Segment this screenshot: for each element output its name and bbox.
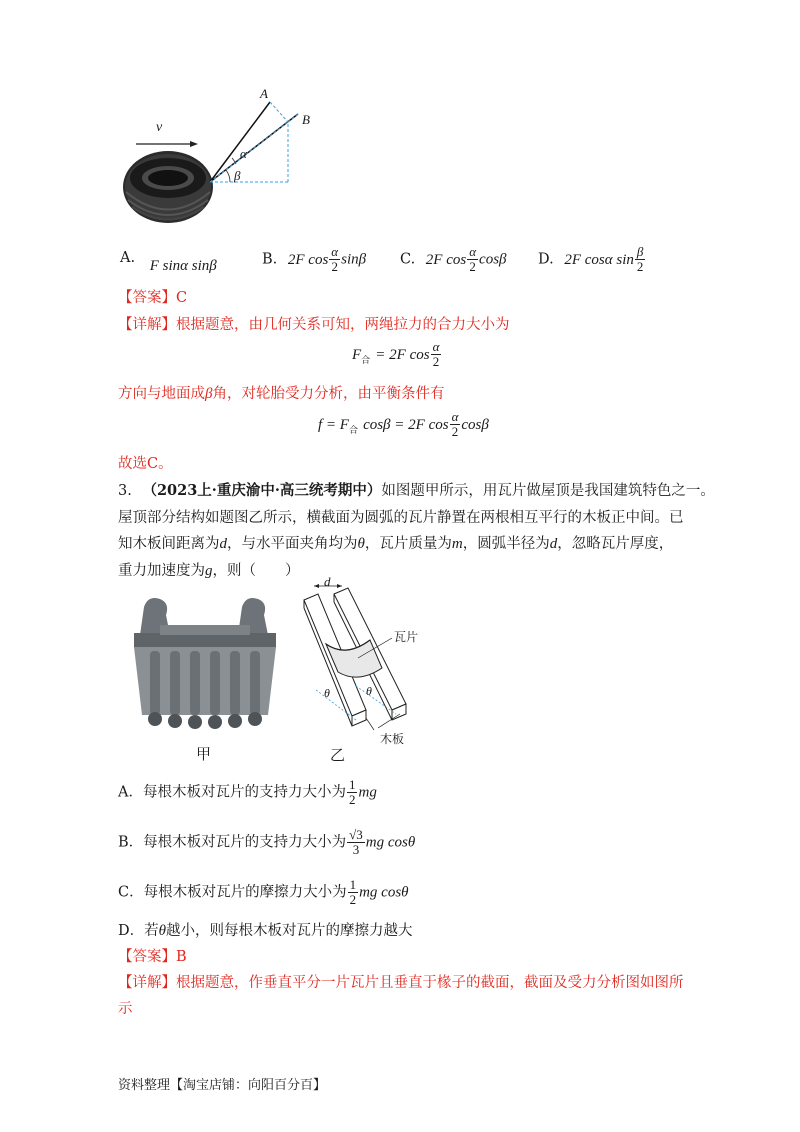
beta-label: β (234, 168, 241, 183)
option-d-label: D. (538, 251, 554, 268)
q3-detail-line1: 【详解】根据题意，作垂直平分一片瓦片且垂直于椽子的截面，截面及受力分析图如图所 (118, 975, 684, 991)
q3-option-a-fraction: $\frac{1}{2}$ (348, 777, 356, 807)
figure-yi-d-label: d (324, 574, 331, 589)
alpha-label: α (240, 146, 247, 161)
q2-detail-line2: 方向与地面成β角，对轮胎受力分析，由平衡条件有 (118, 386, 445, 402)
option-b-expr-pre: 2F cos (287, 251, 329, 268)
q3-stem-line2: 屋顶部分结构如题图乙所示，横截面为圆弧的瓦片静置在两根相互平行的木板正中间。已 (118, 510, 684, 526)
roof-figure-jia (130, 595, 280, 770)
figure-yi-theta-2: θ (366, 684, 372, 698)
q3-stem-line4: 重力加速度为g，则（ ） (118, 563, 300, 579)
figure-yi-wapian-label: 瓦片 (394, 630, 419, 644)
q2-detail-line1: 【详解】根据题意，由几何关系可知，两绳拉力的合力大小为 (118, 317, 510, 333)
roof-tiles-image (130, 595, 280, 735)
q3-stem-line3: 知木板间距离为d，与水平面夹角均为θ，瓦片质量为m，圆弧半径为d，忽略瓦片厚度， (118, 536, 674, 552)
option-d-expr-pre: 2F cosα sin (564, 251, 634, 268)
boards-diagram (296, 580, 446, 740)
figure-jia-label: 甲 (196, 745, 212, 763)
q2-conclusion: 故选C。 (118, 456, 173, 472)
q3-option-d: D．若θ越小，则每根木板对瓦片的摩擦力越大 (118, 923, 413, 939)
q3-option-b: B．每根木板对瓦片的支持力大小为 $\frac{√3}{3}$ mg cosθ (118, 827, 416, 857)
figure-yi-label: 乙 (330, 746, 346, 764)
figure-yi-muban-label: 木板 (380, 732, 405, 746)
option-b-label: B. (262, 251, 278, 268)
option-c-expr-pre: 2F cos (425, 251, 467, 268)
option-b-fraction: $\frac{\alpha}{2}$ (331, 244, 339, 274)
option-c-fraction: $\frac{\alpha}{2}$ (469, 244, 477, 274)
q3-option-c: C．每根木板对瓦片的摩擦力大小为 $\frac{1}{2}$ mg cosθ (118, 877, 409, 907)
point-a-label: A (260, 86, 268, 101)
option-a-expression: F sinα sinβ (149, 258, 217, 274)
q2-option-b (262, 245, 366, 274)
tire-rope-figure (118, 86, 318, 227)
velocity-label: v (156, 120, 163, 135)
q2-equation-1: $F_合 = 2F$ cos $\frac{\alpha}{2}$ (352, 339, 440, 369)
tire-rope-diagram (118, 92, 318, 227)
q3-option-b-fraction: $\frac{√3}{3}$ (349, 827, 363, 857)
q2-equation-2: $f = F_合$ cosβ = 2F cos $\frac{\alpha}{2}$ cosβ (318, 409, 489, 439)
option-c-label: C. (400, 251, 416, 268)
q3-detail-line2: 示 (118, 1001, 133, 1017)
option-a-label: A. (120, 250, 136, 266)
boards-figure-yi (296, 574, 446, 770)
point-b-label: B (302, 112, 310, 127)
q2-option-d (538, 245, 646, 274)
figure-yi-theta-1: θ (324, 686, 330, 700)
q3-option-c-fraction: $\frac{1}{2}$ (349, 877, 357, 907)
eq1-fraction: $\frac{\alpha}{2}$ (432, 339, 440, 369)
tire-image (123, 151, 213, 223)
q2-answer: 【答案】C (118, 290, 188, 306)
eq2-fraction: $\frac{\alpha}{2}$ (451, 409, 459, 439)
q3-answer: 【答案】B (118, 949, 187, 965)
q3-number: 3. (118, 483, 132, 499)
q2-option-a (120, 250, 217, 274)
q3-option-a: A．每根木板对瓦片的支持力大小为 $\frac{1}{2}$ mg (118, 777, 377, 807)
page-footer: 资料整理【淘宝店铺：向阳百分百】 (118, 1078, 327, 1093)
q3-stem-line1: 3. （2023上·重庆渝中·高三统考期中）如图题甲所示，用瓦片做屋顶是我国建筑特色之一。 (118, 482, 715, 499)
option-d-fraction: $\frac{\beta}{2}$ (636, 244, 644, 274)
q2-option-c (400, 245, 507, 274)
option-b-expr-post: sinβ (341, 251, 367, 268)
q3-source: （2023上·重庆渝中·高三统考期中） (142, 482, 382, 499)
option-c-expr-post: cosβ (479, 251, 507, 268)
